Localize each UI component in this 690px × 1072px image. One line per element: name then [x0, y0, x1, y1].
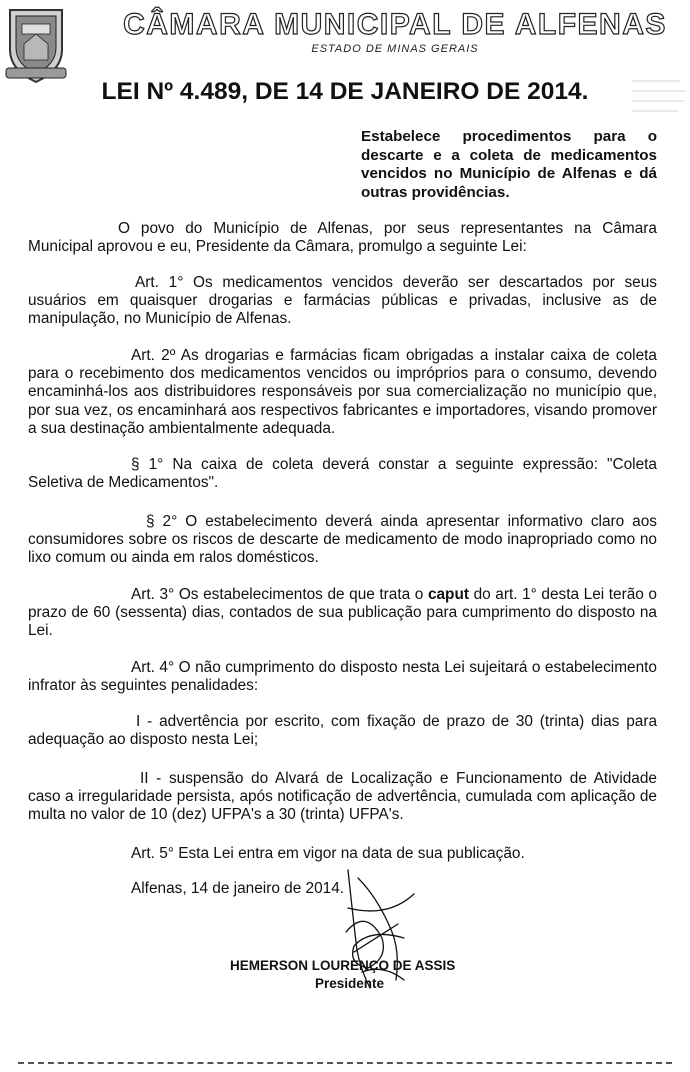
article-3-text-b: do art. 1° desta Lei terão o prazo de 60 (sessenta) dias, contados de sua publicação para cumprimento do disposto na Lei.: [28, 586, 657, 640]
law-summary: Estabelece procedimentos para o descarte e a coleta de medicamentos vencidos no Município de Alfenas e dá outras providências.: [361, 128, 657, 201]
article-5: Art. 5° Esta Lei entra em vigor na data de sua publicação.: [131, 845, 525, 862]
state-name: ESTADO DE MINAS GERAIS: [311, 43, 479, 55]
signer-name: HEMERSON LOURENÇO DE ASSIS: [230, 958, 456, 973]
article-3: [28, 586, 657, 641]
law-title: LEI Nº 4.489, DE 14 DE JANEIRO DE 2014.: [101, 78, 589, 105]
article-2-paragraph-2: § 2° O estabelecimento deverá ainda apresentar informativo claro aos consumidores sobre os riscos de descarte de medicamento de modo inapropriado como no lixo comum ou ainda em ralos domésticos.: [28, 513, 657, 567]
signer-role: Presidente: [315, 976, 385, 991]
footer-divider: [18, 1062, 672, 1064]
preamble: O povo do Município de Alfenas, por seus representantes na Câmara Municipal aprovou e eu, Presidente da Câmara, promulgo a seguinte Lei:: [28, 220, 657, 256]
article-2-paragraph-1: § 1° Na caixa de coleta deverá constar a seguinte expressão: "Coleta Seletiva de Medicamentos".: [28, 456, 657, 492]
article-4-item-1: I - advertência por escrito, com fixação de prazo de 30 (trinta) dias para adequação ao disposto nesta Lei;: [28, 713, 657, 749]
article-4-item-2: II - suspensão do Alvará de Localização e Funcionamento de Atividade caso a irregularidade persista, após notificação de advertência, cumulada com aplicação de multa no valor de 10 (dez) UFPA's a 30 (trinta) UFPA's.: [28, 770, 657, 824]
article-3-caput: caput: [427, 586, 469, 603]
article-3-text-a: Art. 3° Os estabelecimentos de que trata o: [131, 586, 428, 603]
article-2: Art. 2º As drogarias e farmácias ficam obrigadas a instalar caixa de coleta para o recebimento dos medicamentos vencidos ou impróprios para o consumo, devendo encaminhá-los aos distribuidores responsáveis por sua comercialização no município que, por sua vez, os encaminhará aos respectivos fabricantes e importadores, visando promover a sua destinação ambientalmente adequada.: [28, 347, 657, 437]
institution-name: CÂMARA MUNICIPAL DE ALFENAS: [123, 8, 667, 41]
article-4: Art. 4° O não cumprimento do disposto nesta Lei sujeitará o estabelecimento infrator às seguintes penalidades:: [28, 659, 657, 695]
municipal-crest-icon: [4, 4, 68, 86]
article-1: Art. 1° Os medicamentos vencidos deverão ser descartados por seus usuários em quaisquer drogarias e farmácias públicas e privadas, inclusive as de manipulação, no Município de Alfenas.: [28, 274, 657, 328]
place-and-date: Alfenas, 14 de janeiro de 2014.: [131, 880, 345, 897]
